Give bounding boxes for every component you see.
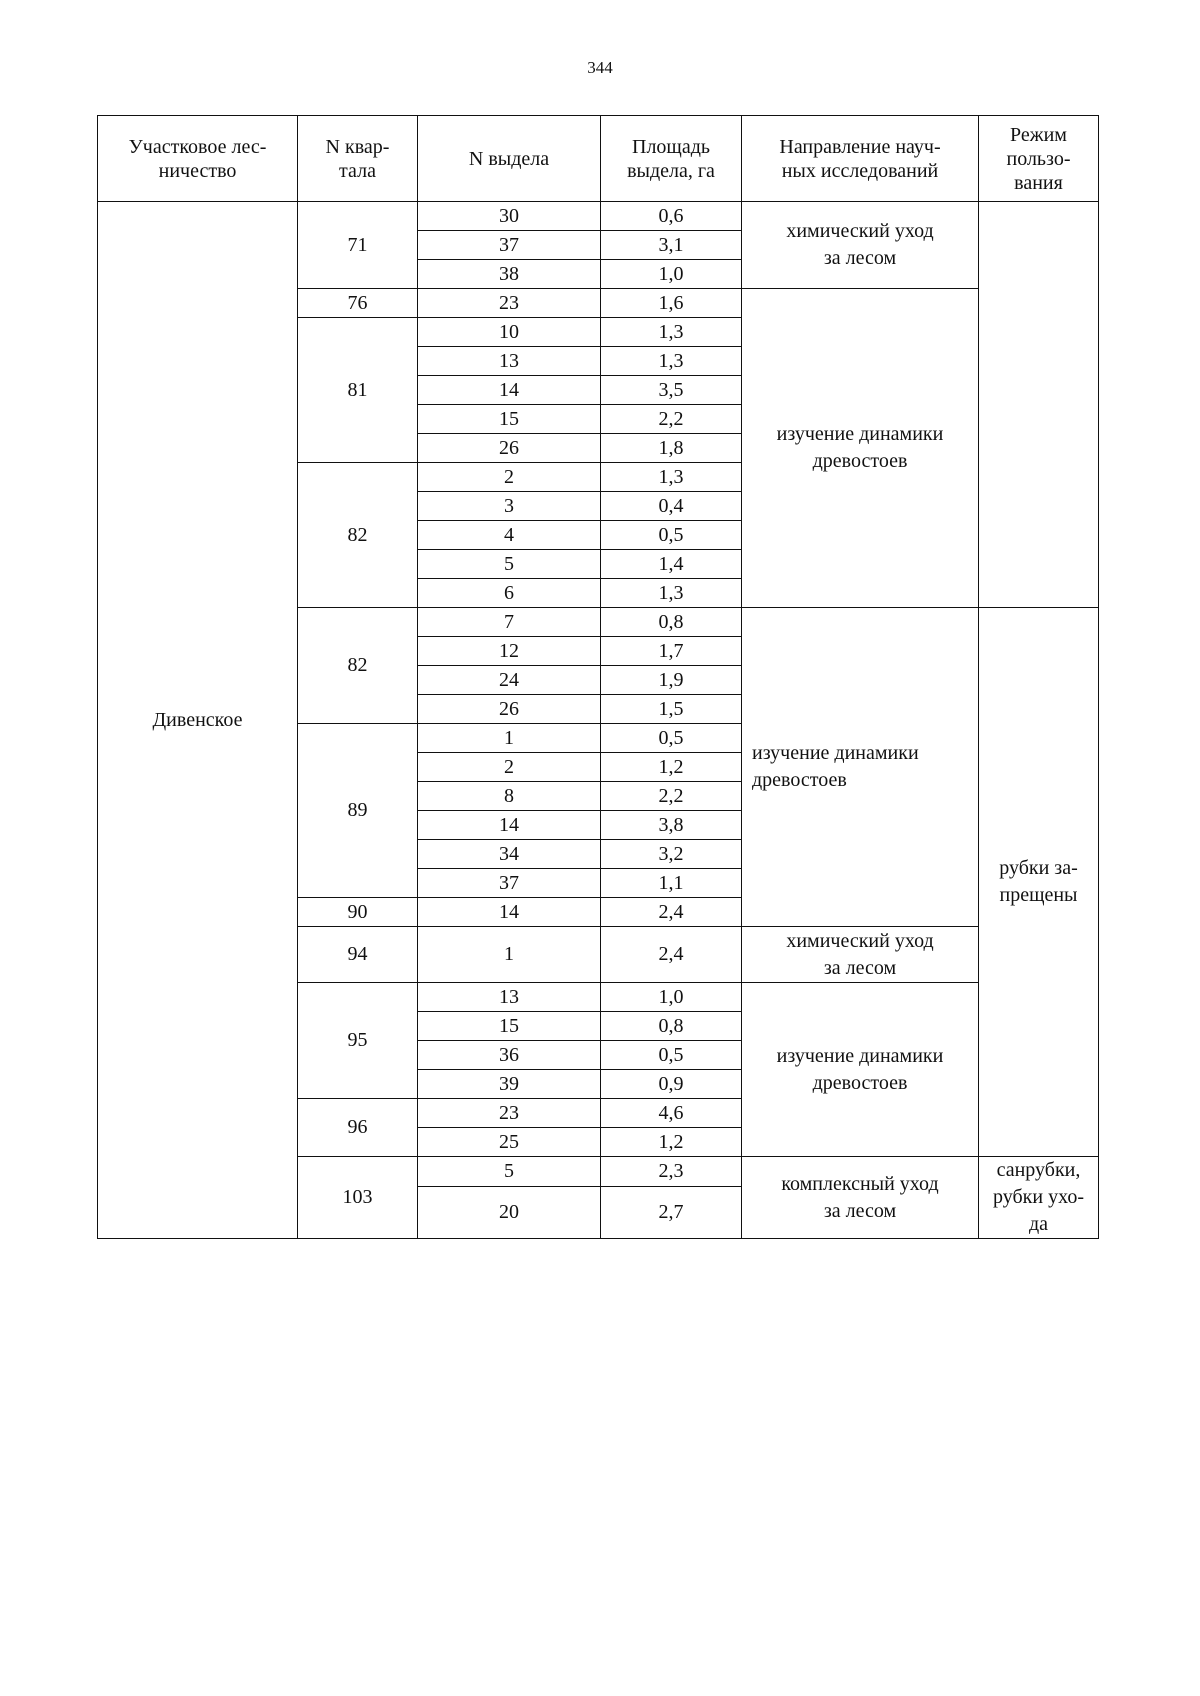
header-area: Площадь выдела, га (601, 116, 742, 202)
forestry-name-cell: Дивенское (98, 202, 298, 1239)
area-cell: 1,1 (601, 869, 742, 898)
header-row (98, 116, 1099, 202)
direction-cell: комплексный уход за лесом (742, 1157, 979, 1239)
plot-cell: 8 (418, 782, 601, 811)
plot-cell: 26 (418, 695, 601, 724)
header-forestry: Участковое лес- ничество (98, 116, 298, 202)
area-cell: 0,5 (601, 521, 742, 550)
area-cell: 0,6 (601, 202, 742, 231)
quarter-cell: 89 (298, 724, 418, 898)
plot-cell: 23 (418, 1099, 601, 1128)
area-cell: 2,3 (601, 1157, 742, 1187)
table-row (98, 202, 1099, 231)
plot-cell: 13 (418, 983, 601, 1012)
area-cell: 3,2 (601, 840, 742, 869)
area-cell: 1,9 (601, 666, 742, 695)
area-cell: 0,8 (601, 608, 742, 637)
plot-cell: 1 (418, 927, 601, 983)
area-cell: 2,2 (601, 405, 742, 434)
quarter-cell: 82 (298, 463, 418, 608)
plot-cell: 5 (418, 550, 601, 579)
plot-cell: 7 (418, 608, 601, 637)
area-cell: 0,8 (601, 1012, 742, 1041)
area-cell: 1,6 (601, 289, 742, 318)
plot-cell: 23 (418, 289, 601, 318)
plot-cell: 20 (418, 1186, 601, 1238)
quarter-cell: 71 (298, 202, 418, 289)
area-cell: 4,6 (601, 1099, 742, 1128)
quarter-cell: 94 (298, 927, 418, 983)
quarter-cell: 96 (298, 1099, 418, 1157)
direction-cell: изучение динамики древостоев (742, 983, 979, 1157)
plot-cell: 39 (418, 1070, 601, 1099)
plot-cell: 30 (418, 202, 601, 231)
quarter-cell: 82 (298, 608, 418, 724)
area-cell: 1,3 (601, 463, 742, 492)
area-cell: 2,7 (601, 1186, 742, 1238)
quarter-cell: 81 (298, 318, 418, 463)
plot-cell: 38 (418, 260, 601, 289)
plot-cell: 15 (418, 405, 601, 434)
area-cell: 0,4 (601, 492, 742, 521)
plot-cell: 25 (418, 1128, 601, 1157)
mode-cell-empty (979, 202, 1099, 608)
header-plot: N выдела (418, 116, 601, 202)
plot-cell: 10 (418, 318, 601, 347)
direction-cell: химический уход за лесом (742, 202, 979, 289)
area-cell: 1,8 (601, 434, 742, 463)
area-cell: 2,2 (601, 782, 742, 811)
quarter-cell: 90 (298, 898, 418, 927)
area-cell: 1,7 (601, 637, 742, 666)
quarter-cell: 76 (298, 289, 418, 318)
plot-cell: 4 (418, 521, 601, 550)
direction-cell: изучение динамики древостоев (742, 289, 979, 608)
plot-cell: 24 (418, 666, 601, 695)
area-cell: 2,4 (601, 898, 742, 927)
area-cell: 1,0 (601, 260, 742, 289)
plot-cell: 6 (418, 579, 601, 608)
mode-cell: санрубки, рубки ухо- да (979, 1157, 1099, 1239)
area-cell: 0,5 (601, 1041, 742, 1070)
area-cell: 0,5 (601, 724, 742, 753)
area-cell: 3,5 (601, 376, 742, 405)
area-cell: 3,8 (601, 811, 742, 840)
forest-plots-table (97, 115, 1099, 1239)
plot-cell: 14 (418, 811, 601, 840)
plot-cell: 3 (418, 492, 601, 521)
plot-cell: 2 (418, 463, 601, 492)
plot-cell: 37 (418, 231, 601, 260)
plot-cell: 26 (418, 434, 601, 463)
area-cell: 1,2 (601, 1128, 742, 1157)
quarter-cell: 95 (298, 983, 418, 1099)
area-cell: 2,4 (601, 927, 742, 983)
plot-cell: 37 (418, 869, 601, 898)
header-mode: Режим пользо- вания (979, 116, 1099, 202)
direction-cell: изучение динамики древостоев (742, 608, 979, 927)
plot-cell: 14 (418, 376, 601, 405)
area-cell: 1,5 (601, 695, 742, 724)
area-cell: 1,3 (601, 318, 742, 347)
plot-cell: 34 (418, 840, 601, 869)
area-cell: 1,2 (601, 753, 742, 782)
plot-cell: 14 (418, 898, 601, 927)
plot-cell: 12 (418, 637, 601, 666)
direction-cell: химический уход за лесом (742, 927, 979, 983)
plot-cell: 13 (418, 347, 601, 376)
header-direction: Направление науч- ных исследований (742, 116, 979, 202)
area-cell: 3,1 (601, 231, 742, 260)
plot-cell: 1 (418, 724, 601, 753)
area-cell: 1,3 (601, 347, 742, 376)
area-cell: 1,4 (601, 550, 742, 579)
header-quarter: N квар- тала (298, 116, 418, 202)
plot-cell: 2 (418, 753, 601, 782)
page-number: 344 (587, 58, 613, 77)
plot-cell: 15 (418, 1012, 601, 1041)
area-cell: 1,3 (601, 579, 742, 608)
area-cell: 1,0 (601, 983, 742, 1012)
mode-cell: рубки за- прещены (979, 608, 1099, 1157)
quarter-cell: 103 (298, 1157, 418, 1239)
area-cell: 0,9 (601, 1070, 742, 1099)
plot-cell: 36 (418, 1041, 601, 1070)
plot-cell: 5 (418, 1157, 601, 1187)
